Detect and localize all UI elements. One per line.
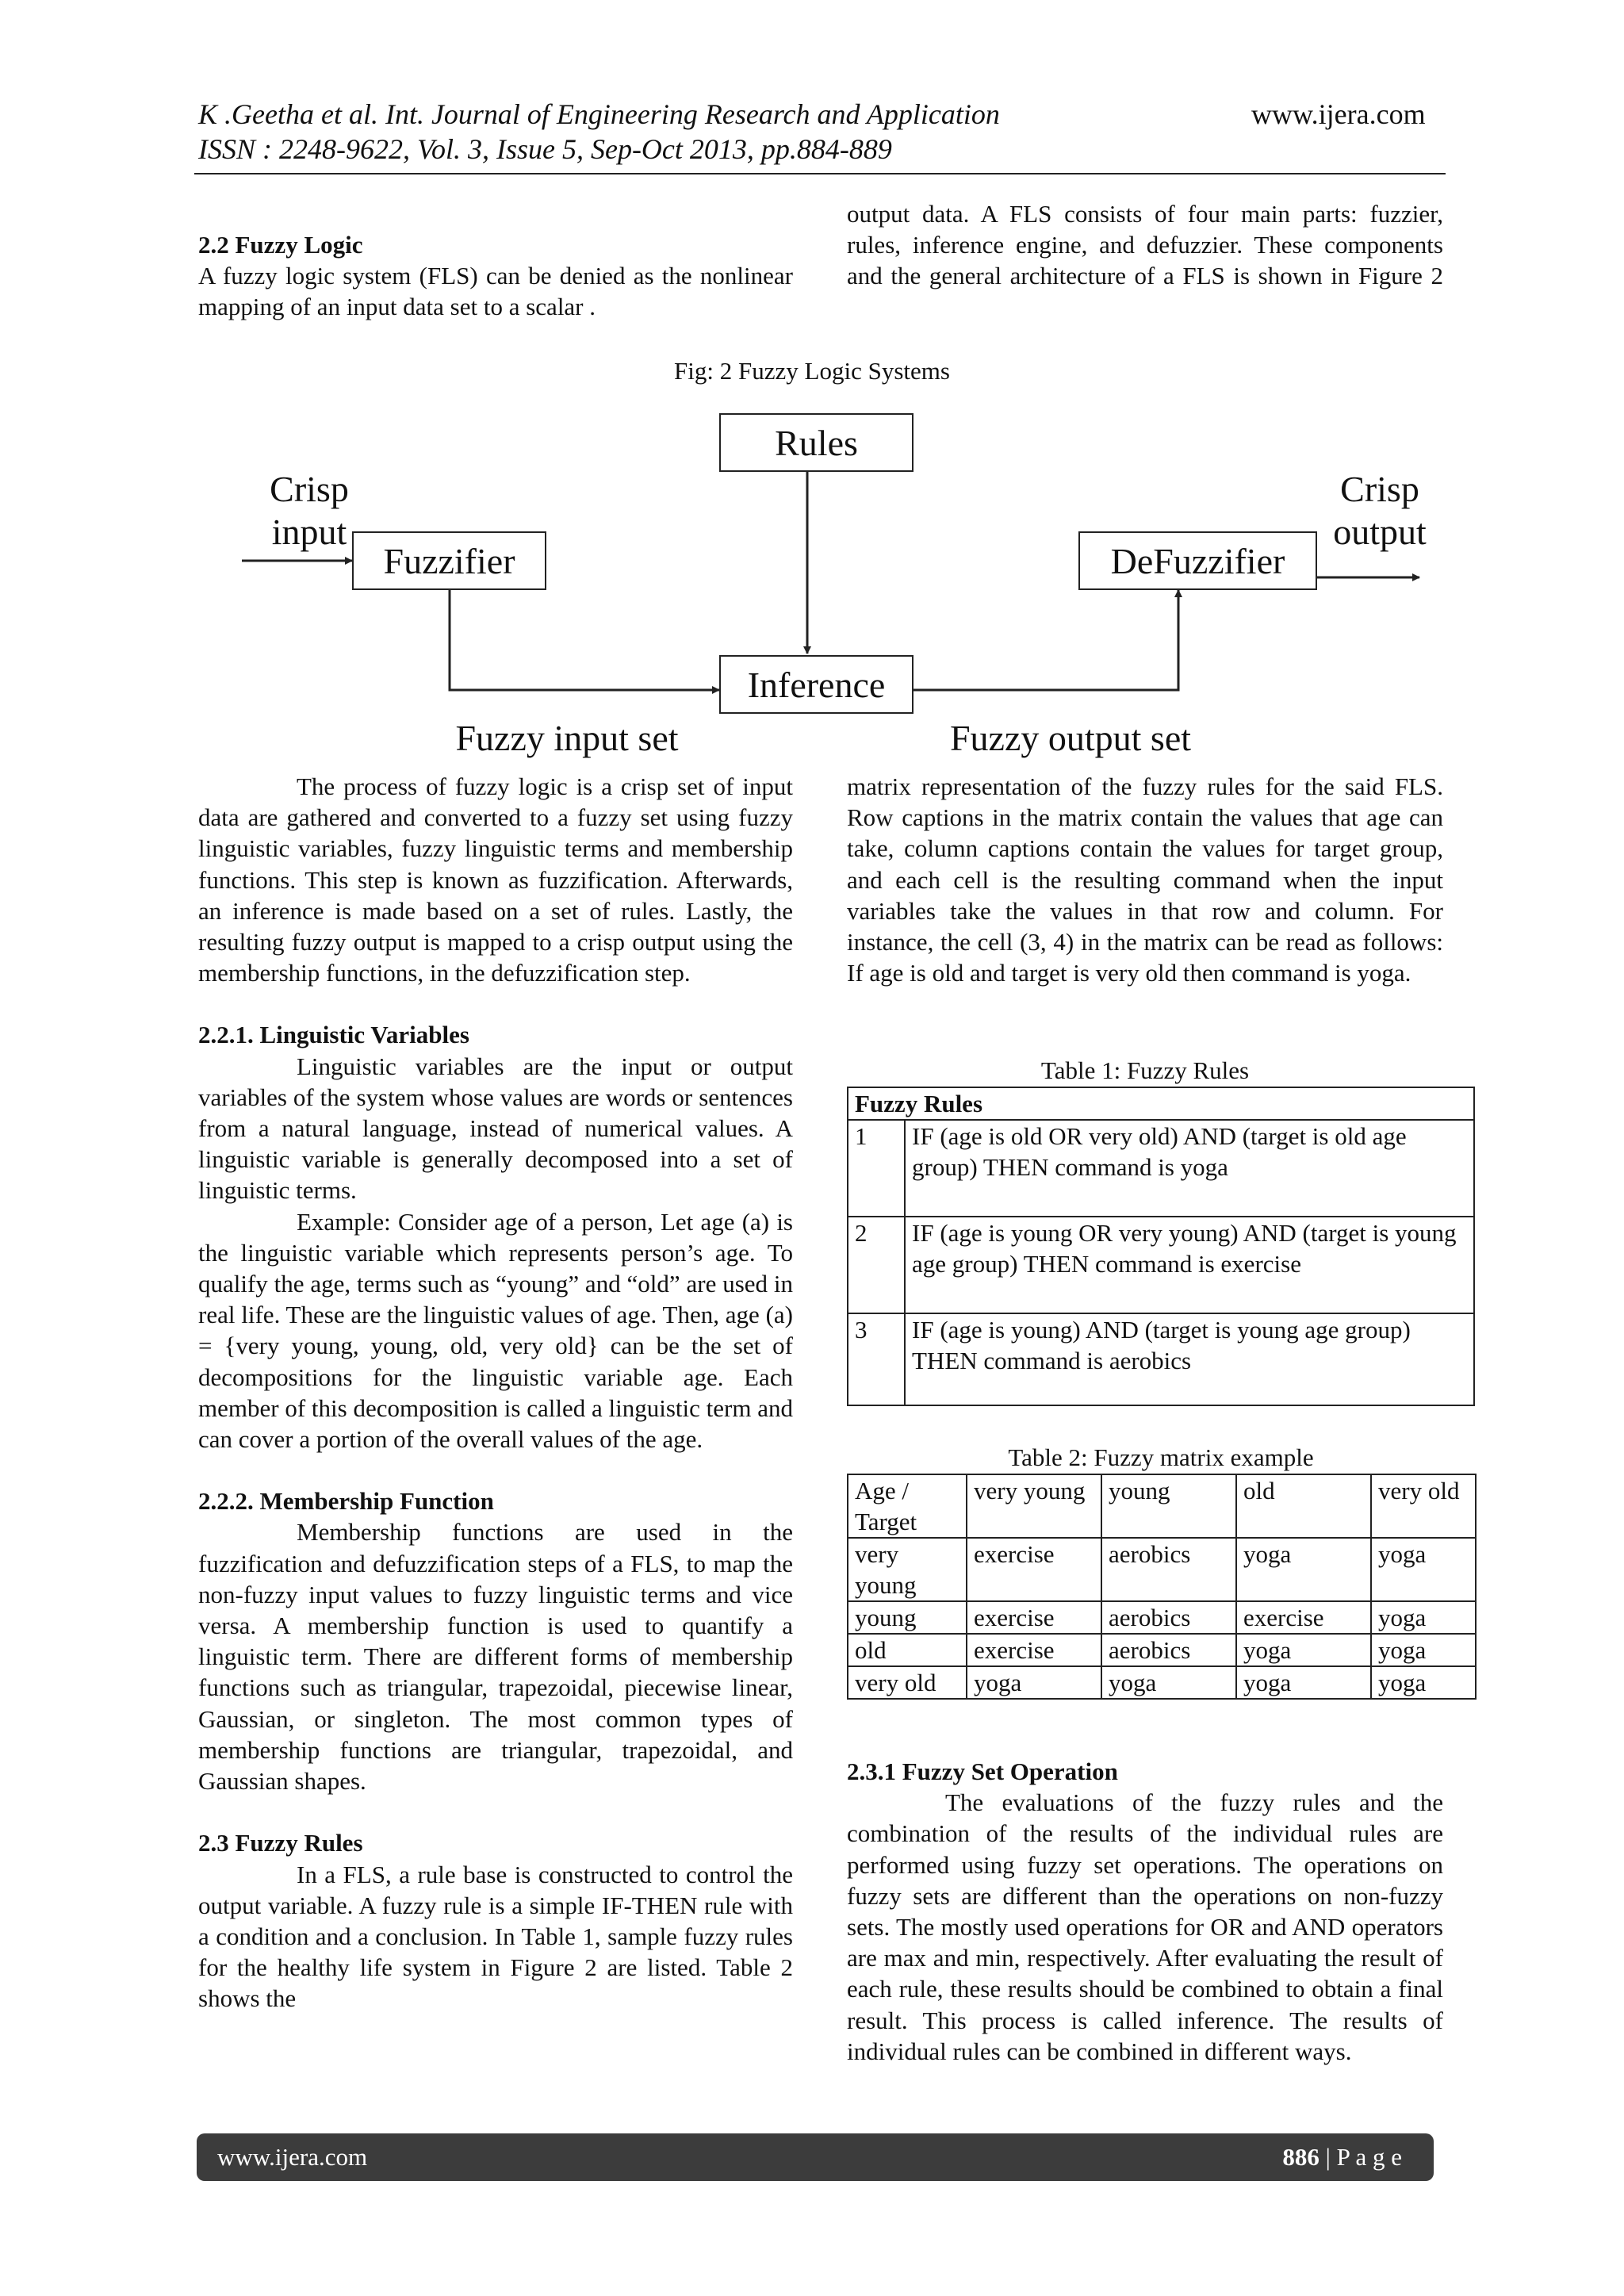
table2-header-cell: very young: [967, 1474, 1101, 1538]
figure-caption: Fig: 2 Fuzzy Logic Systems: [674, 357, 950, 385]
defuzzifier-box: DeFuzzifier: [1078, 531, 1317, 590]
table1-rule-num: 3: [848, 1313, 905, 1405]
table2-cell: exercise: [967, 1601, 1101, 1634]
section-heading-membership: 2.2.2. Membership Function: [198, 1487, 494, 1516]
crisp-input-label: [254, 468, 365, 554]
table2-cell: yoga: [1371, 1666, 1476, 1699]
table1-rule-num: 2: [848, 1217, 905, 1313]
table2-cell: aerobics: [1101, 1601, 1236, 1634]
table-row: [848, 1313, 1474, 1405]
table2-cell: yoga: [1236, 1634, 1371, 1666]
table1-header: Fuzzy Rules: [848, 1087, 1474, 1120]
table1-rule-text: IF (age is old OR very old) AND (target is old age group) THEN command is yoga: [905, 1120, 1474, 1217]
paragraph-rules: In a FLS, a rule base is constructed to control the output variable. A fuzzy rule is a simple IF-THEN rule with a condition and a conclusion. In Table 1, sample fuzzy rules for the healthy life system in Figure 2 are listed. Table 2 shows the: [198, 1860, 793, 2013]
footer-page: [1282, 2133, 1402, 2181]
paragraph-fuzzy-logic: A fuzzy logic system (FLS) can be denied as the nonlinear mapping of an input data set to a scalar .: [198, 262, 793, 321]
table-row: [848, 1634, 1476, 1666]
paragraph-example: Example: Consider age of a person, Let age (a) is the linguistic variable which represents person’s age. To qualify the age, terms such as “young” and “old” are used in real life. These are the linguistic values of age. Then, age (a) = {very young, young, old, very old} can be the set of decompositions for the linguistic variable age. Each member of this decomposition is called a linguistic term and can cover a portion of the overall values of the age.: [198, 1207, 793, 1454]
paragraph-matrix: matrix representation of the fuzzy rules for the said FLS. Row captions in the matrix contain the values that age can take, column captions contain the values for target group, and each cell is the resulting command when the input variables take the values in that row and column. For instance, the cell (3, 4) in the matrix can be read as follows: If age is old and target is very old then command is yoga.: [847, 772, 1443, 987]
table2-cell: very young: [848, 1538, 967, 1601]
fuzzy-output-set-label: Fuzzy output set: [949, 718, 1192, 758]
crisp-input-line2: input: [271, 512, 347, 552]
page-label: | P a g e: [1319, 2143, 1402, 2171]
table2-cell: yoga: [1101, 1666, 1236, 1699]
table2-cell: old: [848, 1634, 967, 1666]
paragraph-membership: Membership functions are used in the fuzzification and defuzzification steps of a FLS, to map the non-fuzzy input values to fuzzy linguistic terms and vice versa. A membership function is used to quantify a linguistic term. There are different forms of membership functions such as triangular, trapezoidal, piecewise linear, Gaussian, or singleton. The most common types of membership functions are triangular, trapezoidal, and Gaussian shapes.: [198, 1518, 793, 1796]
paragraph-linguistic: Linguistic variables are the input or output variables of the system whose values are words or sentences from a natural language, instead of numerical values. A linguistic variable is generally decomposed into a set of linguistic terms.: [198, 1052, 793, 1205]
section-heading-linguistic: 2.2.1. Linguistic Variables: [198, 1021, 469, 1049]
table-row: [848, 1120, 1474, 1217]
table2-cell: yoga: [1371, 1601, 1476, 1634]
table2-cell: aerobics: [1101, 1634, 1236, 1666]
left-column-body: [198, 771, 793, 2014]
paragraph-set-operation: The evaluations of the fuzzy rules and the combination of the results of the individual rules are performed using fuzzy set operations. The operations on fuzzy sets are different than the operations on non-fuzzy sets. The mostly used operations for OR and AND operators are max and min, respectively. After evaluating the result of each rule, these results should be combined to obtain a final result. This process is called inference. The results of individual rules can be combined in different ways.: [847, 1788, 1443, 2065]
section-heading-rules: 2.3 Fuzzy Rules: [198, 1829, 363, 1857]
paragraph-process: The process of fuzzy logic is a crisp set of input data are gathered and converted to a fuzzy set using fuzzy linguistic variables, fuzzy linguistic terms and membership functions. This step is known as fuzzification. Afterwards, an inference is made based on a set of rules. Lastly, the resulting fuzzy output is mapped to a crisp output using the membership functions, in the defuzzification step.: [198, 772, 793, 987]
inference-box: Inference: [719, 655, 914, 714]
table2-header-cell: very old: [1371, 1474, 1476, 1538]
crisp-output-line2: output: [1333, 512, 1427, 552]
table2-cell: yoga: [1236, 1538, 1371, 1601]
table-row: [848, 1217, 1474, 1313]
page-number: 886: [1282, 2143, 1320, 2171]
fuzzifier-box: Fuzzifier: [352, 531, 546, 590]
paragraph-fls-parts: output data. A FLS consists of four main parts: fuzzier, rules, inference engine, and defuzzier. These components and the general architecture of a FLS is shown in Figure 2: [847, 200, 1443, 290]
right-column-body: [847, 771, 1443, 988]
table1-rule-num: 1: [848, 1120, 905, 1217]
table-row: [848, 1474, 1476, 1538]
table2-cell: exercise: [967, 1634, 1101, 1666]
table1-caption: Table 1: Fuzzy Rules: [1040, 1056, 1250, 1084]
table2-header-cell: Age / Target: [848, 1474, 967, 1538]
table2-caption: Table 2: Fuzzy matrix example: [1008, 1443, 1314, 1471]
header-issn: ISSN : 2248-9622, Vol. 3, Issue 5, Sep-Oct 2013, pp.884-889: [198, 133, 892, 165]
fuzzy-matrix-table: [847, 1474, 1477, 1700]
fuzzifier-to-inference-arrow: [450, 589, 719, 690]
table-row: [848, 1666, 1476, 1699]
crisp-output-line1: Crisp: [1340, 469, 1419, 509]
section-heading-fuzzy-logic: 2.2 Fuzzy Logic: [198, 231, 363, 259]
table2-header-cell: young: [1101, 1474, 1236, 1538]
table2-cell: yoga: [967, 1666, 1101, 1699]
right-column-setop: [847, 1756, 1443, 2067]
table2-cell: very old: [848, 1666, 967, 1699]
fuzzy-rules-table: [847, 1087, 1475, 1406]
fuzzy-input-set-label: Fuzzy input set: [455, 718, 679, 758]
table2-cell: yoga: [1371, 1634, 1476, 1666]
table1-rule-text: IF (age is young) AND (target is young age group) THEN command is aerobics: [905, 1313, 1474, 1405]
inference-to-defuzzifier-arrow: [912, 590, 1178, 690]
table-row: [848, 1601, 1476, 1634]
footer-bar: [197, 2133, 1434, 2181]
section-heading-set-operation: 2.3.1 Fuzzy Set Operation: [847, 1757, 1118, 1785]
table2-cell: yoga: [1236, 1666, 1371, 1699]
table2-cell: young: [848, 1601, 967, 1634]
header-citation: K .Geetha et al. Int. Journal of Engineering Research and Application: [198, 98, 1000, 130]
table2-cell: aerobics: [1101, 1538, 1236, 1601]
table2-cell: yoga: [1371, 1538, 1476, 1601]
footer-website[interactable]: www.ijera.com: [217, 2143, 368, 2171]
table-row: [848, 1087, 1474, 1120]
table-row: [848, 1538, 1476, 1601]
crisp-input-line1: Crisp: [270, 469, 349, 509]
rules-box: Rules: [719, 413, 914, 472]
crisp-output-label: [1316, 468, 1443, 554]
table2-cell: exercise: [967, 1538, 1101, 1601]
header-website[interactable]: www.ijera.com: [1251, 98, 1426, 130]
table2-header-cell: old: [1236, 1474, 1371, 1538]
table1-rule-text: IF (age is young OR very young) AND (target is young age group) THEN command is exercise: [905, 1217, 1474, 1313]
table2-cell: exercise: [1236, 1601, 1371, 1634]
